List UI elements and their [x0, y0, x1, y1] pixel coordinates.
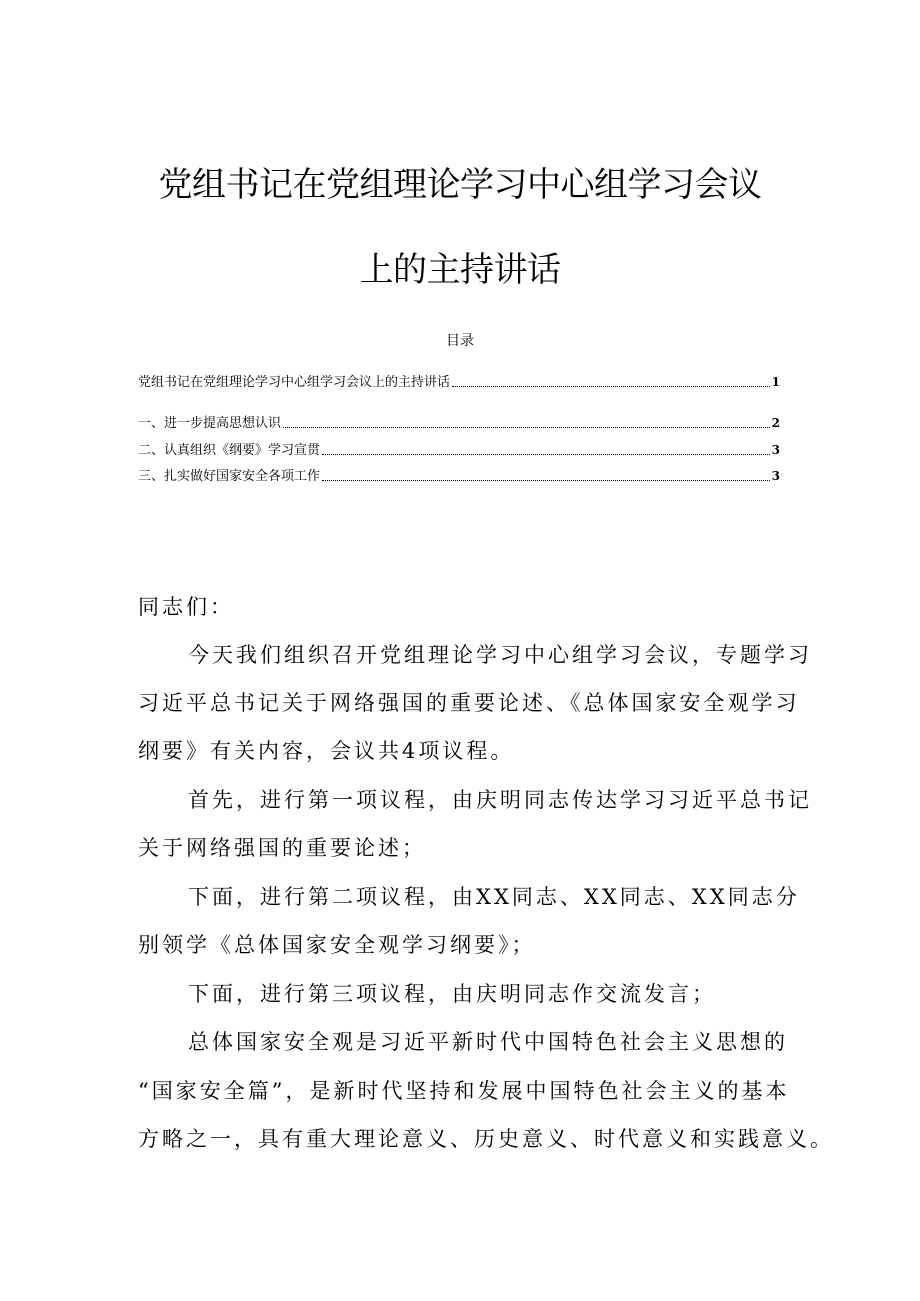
toc-leader-dots — [452, 385, 770, 387]
toc-entry-text: 一、进一步提高思想认识 — [138, 416, 282, 431]
toc-page-number: 3 — [771, 469, 780, 483]
body-line: 总体国家安全观是习近平新时代中国特色社会主义思想的 — [188, 1030, 788, 1054]
toc-leader-dots — [283, 426, 770, 428]
toc-heading: 目录 — [446, 333, 474, 349]
toc-page-number: 3 — [771, 443, 780, 457]
document-title-line-1: 党组书记在党组理论学习中心组学习会议 — [158, 165, 762, 205]
toc-entry[interactable] — [138, 468, 780, 485]
salutation: 同志们： — [138, 595, 234, 619]
toc-entry-text: 党组书记在党组理论学习中心组学习会议上的主持讲话 — [138, 375, 451, 390]
body-line: 今天我们组织召开党组理论学习中心组学习会议，专题学习 — [188, 643, 812, 667]
body-line: 别领学《总体国家安全观学习纲要》； — [138, 933, 536, 957]
body-line: 纲要》有关内容，会议共4项议程。 — [138, 739, 515, 763]
body-line: 下面，进行第三项议程，由庆明同志作交流发言； — [188, 982, 716, 1006]
body-line: “国家安全篇”，是新时代坚持和发展中国特色社会主义的基本 — [138, 1079, 790, 1103]
toc-entry[interactable] — [138, 442, 780, 459]
body-line: 下面，进行第二项议程，由XX同志、XX同志、XX同志分 — [188, 885, 800, 909]
document-title-line-2: 上的主持讲话 — [359, 250, 561, 290]
toc-entry[interactable] — [138, 374, 780, 391]
body-line: 方略之一，具有重大理论意义、历史意义、时代意义和实践意义。 — [138, 1127, 834, 1151]
toc-page-number: 2 — [771, 416, 780, 430]
toc-page-number: 1 — [771, 375, 780, 389]
toc-leader-dots — [322, 479, 770, 481]
toc-entry-text: 二、认真组织《纲要》学习宣贯 — [138, 443, 321, 458]
body-line: 习近平总书记关于网络强国的重要论述、《总体国家安全观学习 — [138, 691, 800, 715]
toc-entry[interactable] — [138, 415, 780, 432]
body-line: 关于网络强国的重要论述； — [138, 836, 426, 860]
body-line: 首先，进行第一项议程，由庆明同志传达学习习近平总书记 — [188, 788, 812, 812]
toc-entry-text: 三、扎实做好国家安全各项工作 — [138, 469, 321, 484]
toc-leader-dots — [322, 453, 770, 455]
